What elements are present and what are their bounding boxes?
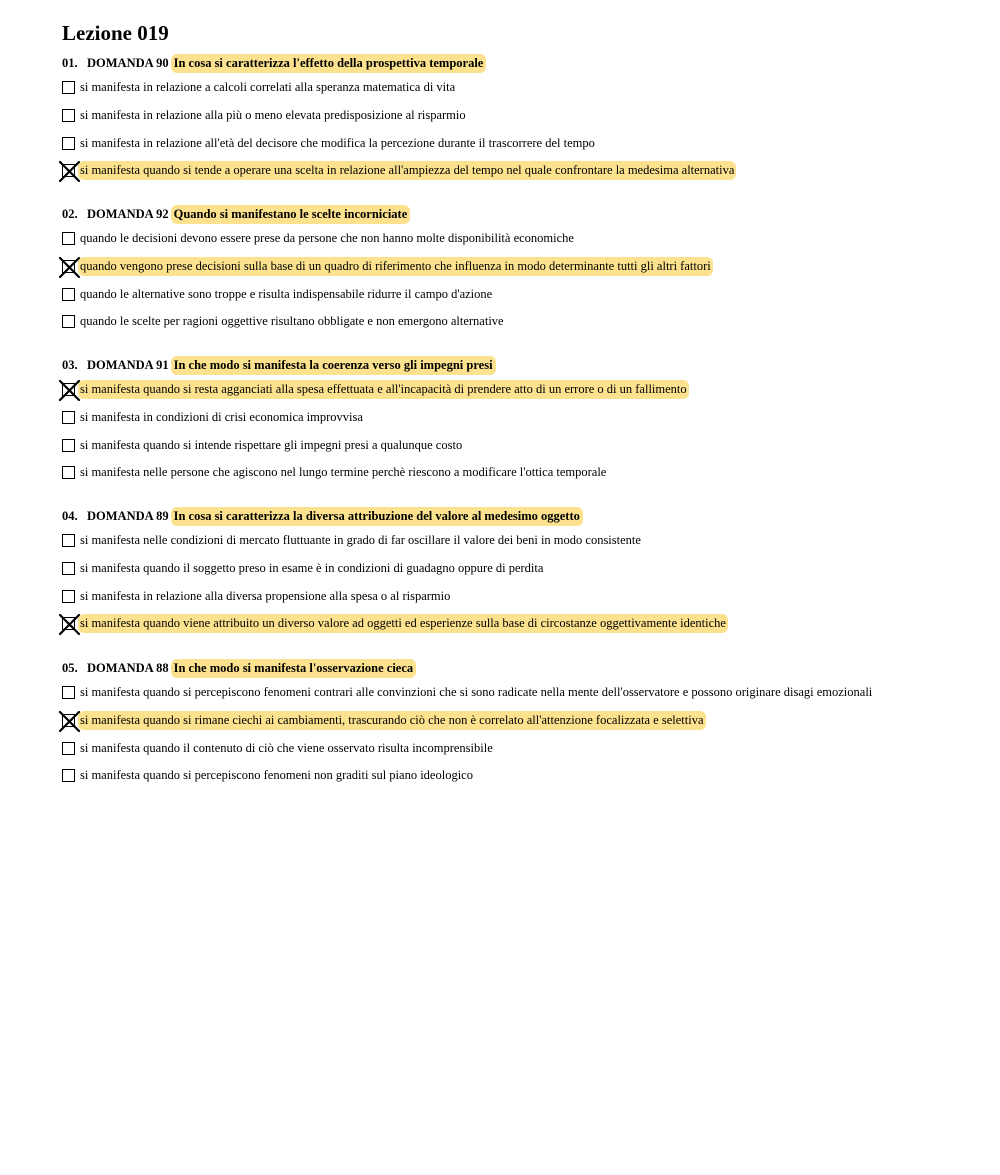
checkbox[interactable] xyxy=(62,466,75,479)
question-number: 05. xyxy=(62,660,78,675)
question-code: DOMANDA 90 xyxy=(87,55,169,70)
checkbox[interactable] xyxy=(62,411,75,424)
checkbox[interactable] xyxy=(62,534,75,547)
checkbox[interactable] xyxy=(62,81,75,94)
question-number: 04. xyxy=(62,508,78,523)
answer-option[interactable] xyxy=(62,404,689,432)
answer-text: si manifesta nelle condizioni di mercato fluttuante in grado di far oscillare il valore dei beni in modo consistente xyxy=(80,533,641,548)
question-text: In che modo si manifesta la coerenza verso gli impegni presi xyxy=(171,356,496,375)
checkbox-checked[interactable] xyxy=(62,260,75,273)
question-number: 02. xyxy=(62,206,78,221)
answer-text: si manifesta in relazione alla diversa propensione alla spesa o al risparmio xyxy=(80,588,451,603)
cross-mark-icon xyxy=(58,160,81,183)
answer-option[interactable] xyxy=(62,102,736,130)
answer-text: si manifesta quando si rimane ciechi ai cambiamenti, trascurando ciò che non è correlato all'attenzione focalizzata e selettiva xyxy=(78,711,706,730)
question-text: In cosa si caratterizza l'effetto della prospettiva temporale xyxy=(171,54,487,73)
checkbox-checked[interactable] xyxy=(62,714,75,727)
checkbox[interactable] xyxy=(62,109,75,122)
question-text: Quando si manifestano le scelte incorniciate xyxy=(171,205,411,224)
question-header xyxy=(62,505,728,527)
question-code: DOMANDA 89 xyxy=(87,508,169,523)
answer-text: si manifesta quando si intende rispettare gli impegni presi a qualunque costo xyxy=(80,437,463,452)
question-text: In cosa si caratterizza la diversa attribuzione del valore al medesimo oggetto xyxy=(171,507,583,526)
question-2 xyxy=(62,203,713,336)
answer-option[interactable] xyxy=(62,157,736,185)
answer-text: si manifesta quando si percepiscono fenomeni non graditi sul piano ideologico xyxy=(80,768,473,783)
answer-option[interactable] xyxy=(62,431,689,459)
answer-option[interactable] xyxy=(62,74,736,102)
question-number: 03. xyxy=(62,357,78,372)
checkbox-checked[interactable] xyxy=(62,383,75,396)
answer-option[interactable] xyxy=(62,459,689,487)
checkbox[interactable] xyxy=(62,742,75,755)
answer-text: quando vengono prese decisioni sulla base di un quadro di riferimento che influenza in modo determinante tutti gli altri fattori xyxy=(78,257,713,276)
question-number: 01. xyxy=(62,55,78,70)
checkbox[interactable] xyxy=(62,315,75,328)
answer-text: quando le decisioni devono essere prese da persone che non hanno molte disponibilità economiche xyxy=(80,231,574,246)
question-code: DOMANDA 88 xyxy=(87,660,169,675)
checkbox-checked[interactable] xyxy=(62,617,75,630)
answer-option[interactable] xyxy=(62,225,713,253)
cross-mark-icon xyxy=(58,710,81,733)
answer-text: si manifesta in relazione all'età del decisore che modifica la percezione durante il trascorrere del tempo xyxy=(80,135,595,150)
answer-text: quando le scelte per ragioni oggettive risultano obbligate e non emergono alternative xyxy=(80,314,504,329)
question-code: DOMANDA 92 xyxy=(87,206,169,221)
answer-option[interactable] xyxy=(62,280,713,308)
answer-option[interactable] xyxy=(62,707,874,735)
checkbox-checked[interactable] xyxy=(62,164,75,177)
answer-text: si manifesta quando viene attribuito un diverso valore ad oggetti ed esperienze sulla base di circostanze oggettivamente identiche xyxy=(78,614,728,633)
answer-text: si manifesta in condizioni di crisi economica improvvisa xyxy=(80,410,363,425)
answer-text: si manifesta quando si tende a operare una scelta in relazione all'ampiezza del tempo nel quale confrontare la medesima alternativa xyxy=(78,161,736,180)
answer-text: si manifesta quando si percepiscono fenomeni contrari alle convinzioni che si sono radicate nella mente dell'osservatore e possono originare disagi emozionali xyxy=(80,685,873,700)
answer-text: si manifesta in relazione a calcoli correlati alla speranza matematica di vita xyxy=(80,80,456,95)
checkbox[interactable] xyxy=(62,686,75,699)
answer-option[interactable] xyxy=(62,253,713,281)
answer-text: si manifesta quando il soggetto preso in esame è in condizioni di guadagno oppure di perdita xyxy=(80,561,544,576)
checkbox[interactable] xyxy=(62,137,75,150)
cross-mark-icon xyxy=(58,613,81,636)
question-3 xyxy=(62,354,689,487)
checkbox[interactable] xyxy=(62,439,75,452)
question-header xyxy=(62,203,713,225)
answer-option[interactable] xyxy=(62,679,874,707)
answer-text: si manifesta quando si resta agganciati alla spesa effettuata e all'incapacità di prendere atto di un errore o di un fallimento xyxy=(78,380,689,399)
question-header xyxy=(62,52,736,74)
answer-option[interactable] xyxy=(62,376,689,404)
answer-text: si manifesta quando il contenuto di ciò che viene osservato risulta incomprensibile xyxy=(80,740,493,755)
answer-text: si manifesta in relazione alla più o meno elevata predisposizione al risparmio xyxy=(80,108,466,123)
answer-option[interactable] xyxy=(62,734,874,762)
checkbox[interactable] xyxy=(62,590,75,603)
answer-text: quando le alternative sono troppe e risulta indispensabile ridurre il campo d'azione xyxy=(80,286,493,301)
answer-option[interactable] xyxy=(62,129,736,157)
question-header xyxy=(62,354,689,376)
cross-mark-icon xyxy=(58,379,81,402)
checkbox[interactable] xyxy=(62,769,75,782)
answer-option[interactable] xyxy=(62,527,728,555)
answer-option[interactable] xyxy=(62,762,874,790)
answer-option[interactable] xyxy=(62,555,728,583)
checkbox[interactable] xyxy=(62,562,75,575)
answer-option[interactable] xyxy=(62,582,728,610)
question-4 xyxy=(62,505,728,638)
checkbox[interactable] xyxy=(62,232,75,245)
question-1 xyxy=(62,52,736,185)
question-header xyxy=(62,657,874,679)
checkbox[interactable] xyxy=(62,288,75,301)
answer-option[interactable] xyxy=(62,308,713,336)
answer-text: si manifesta nelle persone che agiscono nel lungo termine perchè riescono a modificare l'ottica temporale xyxy=(80,465,607,480)
question-code: DOMANDA 91 xyxy=(87,357,169,372)
question-text: In che modo si manifesta l'osservazione cieca xyxy=(171,659,417,678)
page-title: Lezione 019 xyxy=(62,21,169,45)
answer-option[interactable] xyxy=(62,610,728,638)
cross-mark-icon xyxy=(58,256,81,279)
question-5 xyxy=(62,657,874,790)
